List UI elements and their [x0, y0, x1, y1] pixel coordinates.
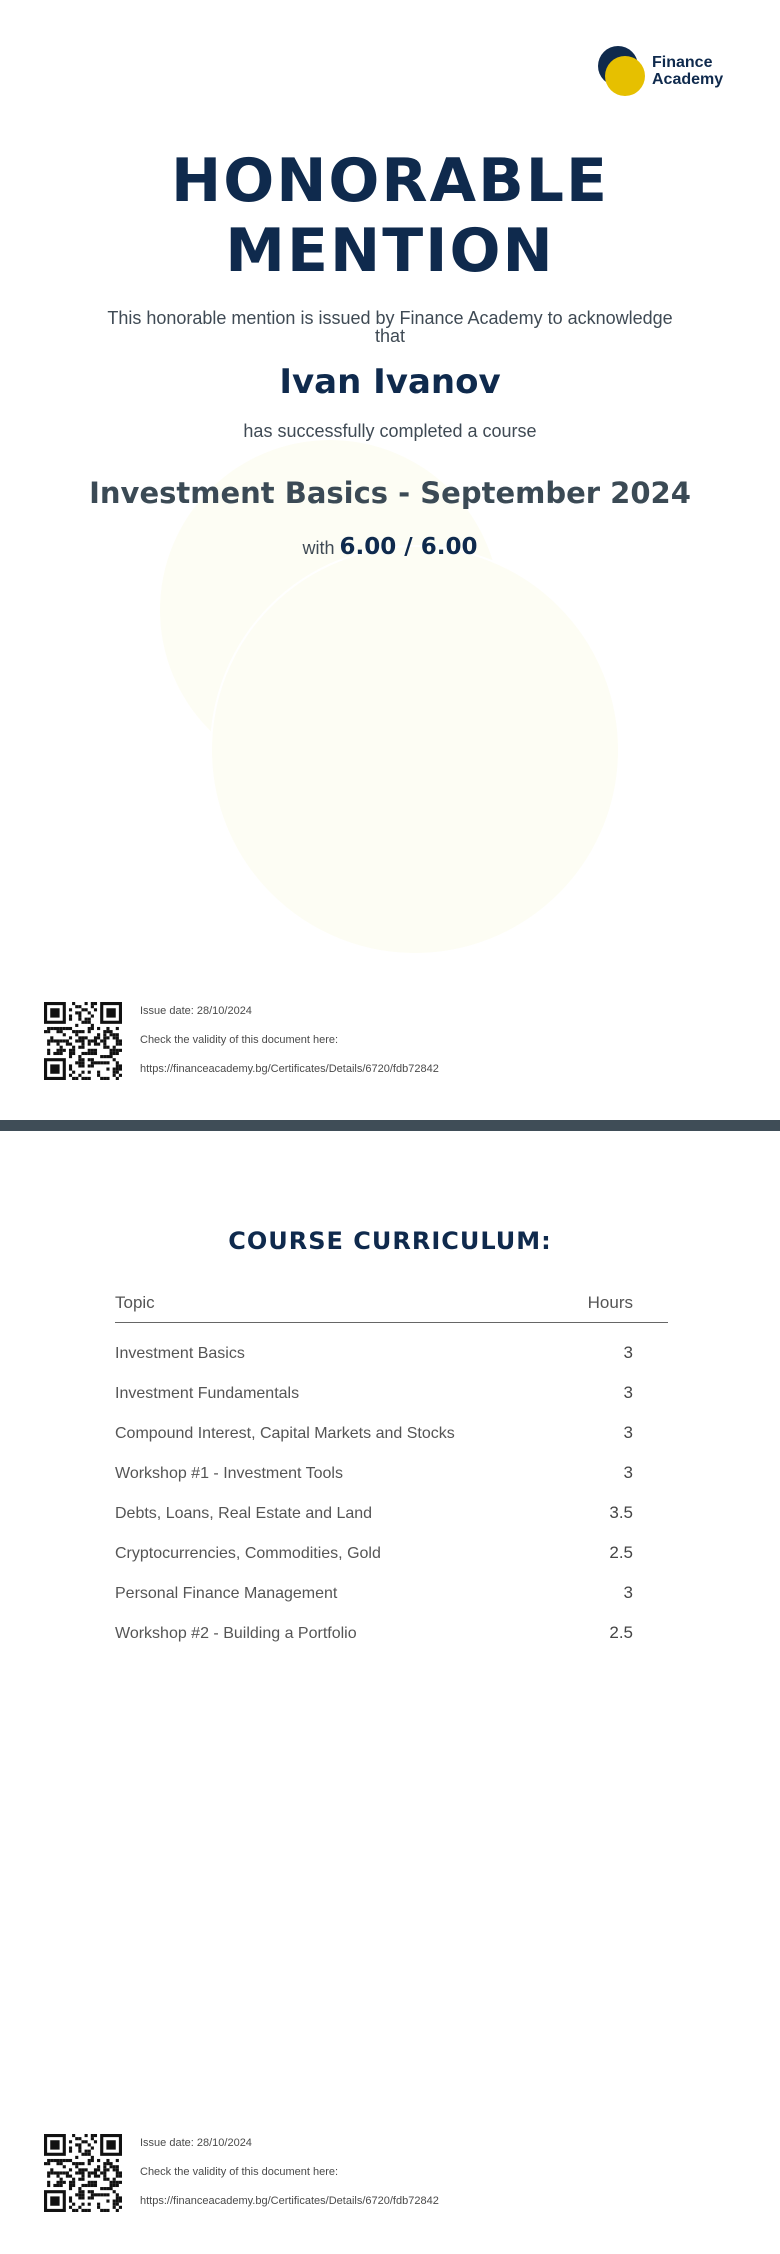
curriculum-footer	[44, 2134, 439, 2224]
table-row	[115, 1363, 668, 1403]
table-row	[115, 1443, 668, 1483]
grade-prefix: with	[302, 538, 335, 558]
table-row	[115, 1523, 668, 1563]
qr-code-icon[interactable]	[44, 2134, 122, 2212]
logo-text-line: Finance	[652, 54, 713, 71]
logo-wordmark	[652, 54, 732, 88]
qr-code-icon[interactable]	[44, 1002, 122, 1080]
table-body	[115, 1323, 668, 1643]
hours-cell: 3	[623, 1463, 633, 1482]
curriculum-page	[0, 1131, 780, 2254]
recipient-name: Ivan Ivanov	[279, 362, 501, 402]
table-header	[115, 1293, 668, 1323]
topic-cell: Workshop #2 - Building a Portfolio	[115, 1625, 357, 1642]
curriculum-table	[115, 1293, 668, 1643]
hours-cell: 3	[623, 1583, 633, 1602]
validity-text: Check the validity of this document here:	[140, 1034, 339, 1046]
hours-cell: 2.5	[609, 1543, 633, 1562]
table-row	[115, 1323, 668, 1363]
title-line: MENTION	[225, 216, 555, 286]
grade-line	[0, 534, 780, 560]
watermark-circle	[210, 545, 620, 955]
certificate-title	[0, 146, 780, 286]
certificate-page	[0, 0, 780, 1120]
course-name: Investment Basics - September 2024	[89, 476, 691, 510]
page-separator	[0, 1120, 780, 1131]
curriculum-title: COURSE CURRICULUM:	[228, 1227, 552, 1255]
topic-cell: Compound Interest, Capital Markets and Stocks	[115, 1425, 455, 1442]
logo-text-line: Academy	[652, 71, 724, 88]
grade-value: 6.00 / 6.00	[339, 534, 478, 560]
topic-cell: Personal Finance Management	[115, 1585, 338, 1602]
certificate-footer	[44, 1002, 439, 1092]
topic-header: Topic	[115, 1293, 155, 1312]
issue-date: Issue date: 28/10/2024	[140, 2137, 252, 2149]
logo-icon	[596, 42, 648, 100]
validity-text: Check the validity of this document here:	[140, 2166, 339, 2178]
hours-cell: 3	[623, 1383, 633, 1402]
completion-statement: has successfully completed a course	[243, 421, 537, 441]
table-row	[115, 1403, 668, 1443]
hours-cell: 3	[623, 1423, 633, 1442]
footer-info	[140, 1002, 439, 1092]
footer-info	[140, 2134, 439, 2224]
table-row	[115, 1603, 668, 1643]
hours-cell: 2.5	[609, 1623, 633, 1642]
hours-header: Hours	[587, 1293, 633, 1312]
finance-academy-logo	[596, 42, 732, 100]
table-row	[115, 1563, 668, 1603]
topic-cell: Workshop #1 - Investment Tools	[115, 1465, 343, 1482]
table-row	[115, 1483, 668, 1523]
hours-cell: 3	[623, 1343, 633, 1362]
issued-statement: This honorable mention is issued by Finance Academy to acknowledge that	[107, 308, 673, 346]
hours-cell: 3.5	[609, 1503, 633, 1522]
topic-cell: Debts, Loans, Real Estate and Land	[115, 1505, 373, 1522]
topic-cell: Cryptocurrencies, Commodities, Gold	[115, 1545, 381, 1562]
topic-cell: Investment Basics	[115, 1345, 245, 1362]
validity-link[interactable]: https://financeacademy.bg/Certificates/Details/6720/fdb72842	[140, 1063, 439, 1075]
topic-cell: Investment Fundamentals	[115, 1385, 300, 1402]
title-line: HONORABLE	[170, 146, 610, 216]
issue-date: Issue date: 28/10/2024	[140, 1005, 252, 1017]
validity-link[interactable]: https://financeacademy.bg/Certificates/Details/6720/fdb72842	[140, 2195, 439, 2207]
